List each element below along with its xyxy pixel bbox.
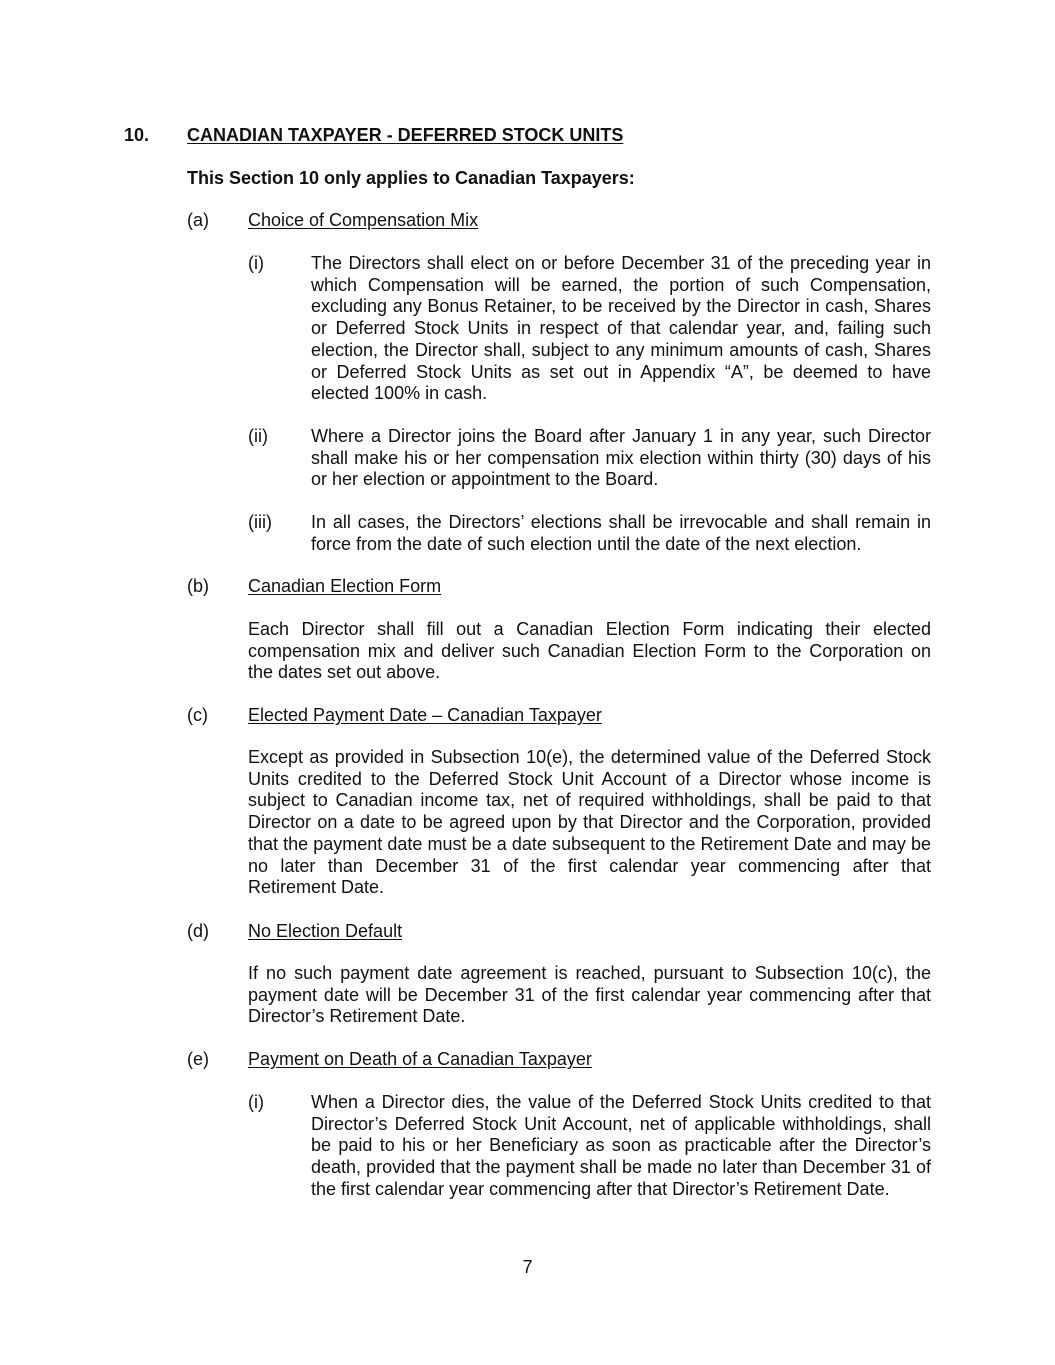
- item-a-ii-marker: (ii): [248, 426, 268, 446]
- subsection-a-marker: (a): [187, 210, 209, 230]
- page-number: 7: [522, 1257, 533, 1277]
- subsection-b-heading: Canadian Election Form: [248, 576, 442, 596]
- section-title: CANADIAN TAXPAYER - DEFERRED STOCK UNITS: [187, 125, 624, 145]
- subsection-c-marker: (c): [187, 705, 208, 725]
- subsection-d-marker: (d): [187, 921, 209, 941]
- subsection-a-heading: Choice of Compensation Mix: [248, 210, 479, 230]
- section-number: 10.: [124, 125, 150, 145]
- item-e-i-text: When a Director dies, the value of the Deferred Stock Units credited to that Director’s Deferred Stock Unit Account, net of applicable withholdings, shall be paid to his or her Beneficiary as soon as practicable after the Director’s death, provided that the payment shall be made no later than December 31 of the first calendar year commencing after that Director’s Retirement Date.: [311, 1092, 931, 1199]
- item-a-iii-marker: (iii): [248, 512, 272, 532]
- item-a-ii-text: Where a Director joins the Board after January 1 in any year, such Director shall make his or her compensation mix election within thirty (30) days of his or her election or appointment to the Board.: [311, 426, 931, 490]
- subsection-c-body: Except as provided in Subsection 10(e), the determined value of the Deferred Stock Units credited to the Deferred Stock Unit Account of a Director whose income is subject to Canadian income tax, net of required withholdings, shall be paid to that Director on a date to be agreed upon by that Director and the Corporation, provided that the payment date must be a date subsequent to the Retirement Date and may be no later than December 31 of the first calendar year commencing after that Retirement Date.: [248, 747, 931, 898]
- section-intro: This Section 10 only applies to Canadian Taxpayers:: [187, 168, 635, 188]
- subsection-b-marker: (b): [187, 576, 209, 596]
- item-a-i-marker: (i): [248, 253, 264, 273]
- subsection-e-heading: Payment on Death of a Canadian Taxpayer: [248, 1049, 592, 1069]
- subsection-c-heading: Elected Payment Date – Canadian Taxpayer: [248, 705, 602, 725]
- item-a-i-text: The Directors shall elect on or before December 31 of the preceding year in which Compensation will be earned, the portion of such Compensation, excluding any Bonus Retainer, to be received by the Director in cash, Shares or Deferred Stock Units in respect of that calendar year, and, failing such election, the Director shall, subject to any minimum amounts of cash, Shares or Deferred Stock Units as set out in Appendix “A”, be deemed to have elected 100% in cash.: [311, 253, 931, 404]
- item-a-iii-text: In all cases, the Directors’ elections shall be irrevocable and shall remain in force from the date of such election until the date of the next election.: [311, 512, 931, 554]
- item-e-i-marker: (i): [248, 1092, 264, 1112]
- subsection-e-marker: (e): [187, 1049, 209, 1069]
- subsection-d-heading: No Election Default: [248, 921, 403, 941]
- subsection-d-body: If no such payment date agreement is reached, pursuant to Subsection 10(c), the payment date will be December 31 of the first calendar year commencing after that Director’s Retirement Date.: [248, 963, 931, 1027]
- subsection-b-body: Each Director shall fill out a Canadian Election Form indicating their elected compensation mix and deliver such Canadian Election Form to the Corporation on the dates set out above.: [248, 619, 931, 683]
